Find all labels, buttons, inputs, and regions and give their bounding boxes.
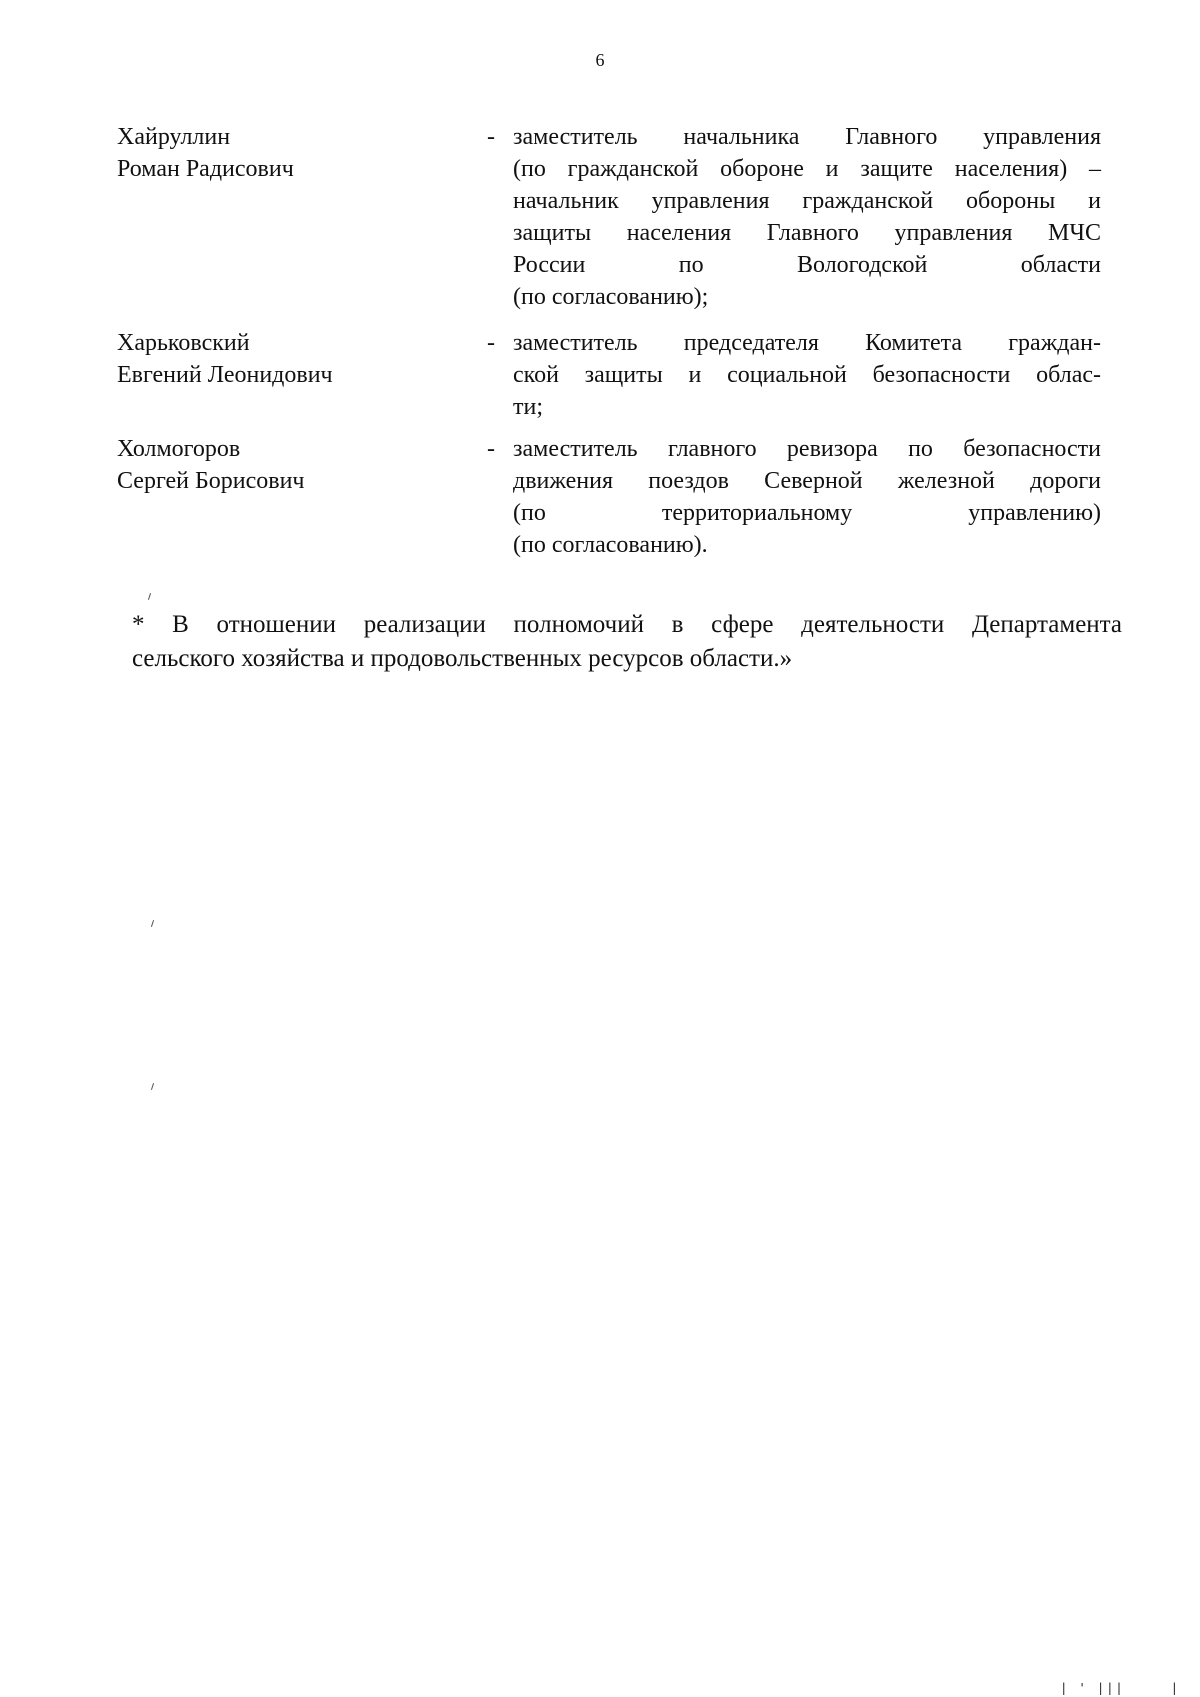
position-line: заместитель начальника Главного управления: [513, 124, 1101, 150]
member-name: [117, 121, 487, 313]
member-position: [513, 121, 1101, 313]
entry-dash: -: [487, 330, 495, 356]
member-given-names: Евгений Леонидович: [117, 362, 333, 388]
scan-artifact: | ' ||| |: [1060, 1681, 1180, 1695]
entry-dash: -: [487, 124, 495, 150]
position-line: (по согласованию);: [513, 284, 709, 310]
member-entry: [117, 433, 1107, 561]
member-given-names: Сергей Борисович: [117, 468, 305, 494]
member-given-names: Роман Радисович: [117, 156, 294, 182]
position-line: заместитель главного ревизора по безопасности: [513, 436, 1101, 462]
position-line: движения поездов Северной железной дороги: [513, 468, 1101, 494]
scan-artifact: [148, 593, 151, 600]
position-line: ти;: [513, 394, 543, 420]
position-line: (по согласованию).: [513, 532, 708, 558]
scan-artifact: [151, 920, 154, 927]
position-line: (по территориальному управлению): [513, 500, 1101, 526]
position-line: (по гражданской обороне и защите населения) –: [513, 156, 1101, 182]
position-line: начальник управления гражданской обороны и: [513, 188, 1101, 214]
member-name: [117, 327, 487, 423]
member-position: [513, 433, 1101, 561]
member-surname: Холмогоров: [117, 436, 241, 462]
page-number: 6: [595, 50, 605, 70]
member-surname: Харьковский: [117, 330, 250, 356]
position-line: заместитель председателя Комитета граждан-: [513, 330, 1101, 356]
member-entry: [117, 121, 1107, 313]
footnote: [132, 608, 1122, 676]
member-name: [117, 433, 487, 561]
footnote-line: сельского хозяйства и продовольственных ресурсов области.»: [132, 645, 793, 672]
member-entry: [117, 327, 1107, 423]
scan-artifact: [151, 1083, 154, 1090]
position-line: защиты населения Главного управления МЧС: [513, 220, 1101, 246]
entry-dash: -: [487, 436, 495, 462]
member-position: [513, 327, 1101, 423]
position-line: ской защиты и социальной безопасности облас-: [513, 362, 1101, 388]
member-surname: Хайруллин: [117, 124, 231, 150]
footnote-line: * В отношении реализации полномочий в сфере деятельности Департамента: [132, 611, 1122, 638]
position-line: России по Вологодской области: [513, 252, 1101, 278]
